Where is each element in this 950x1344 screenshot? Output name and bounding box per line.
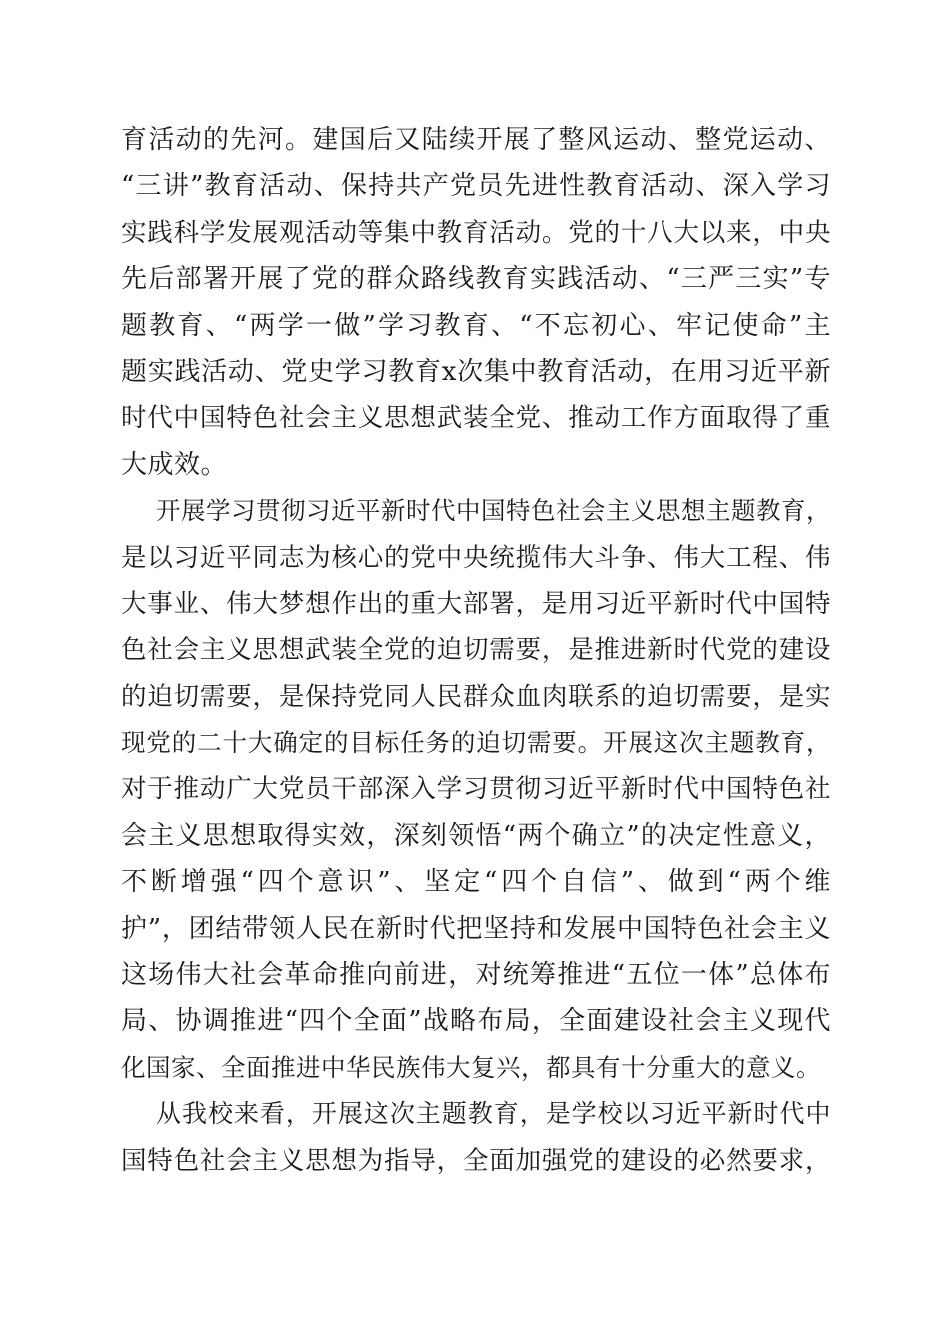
paragraph-start-line: 开展学习贯彻习近平新时代中国特色社会主义思想主题教育， [156, 496, 831, 526]
text-line: 会主义思想取得实效，深刻领悟“两个确立”的决定性意义， [121, 820, 831, 851]
text-line: 大事业、伟大梦想作出的重大部署，是用习近平新时代中国特 [121, 588, 831, 619]
text-line: 局、协调推进“四个全面”战略布局，全面建设社会主义现代 [121, 1006, 831, 1037]
paragraph-start-line: 从我校来看，开展这次主题教育，是学校以习近平新时代中 [156, 1099, 831, 1129]
text-line: 不断增强“四个意识”、坚定“四个自信”、做到“两个维 [121, 867, 831, 898]
body-text [121, 117, 831, 1184]
text-line: 育活动的先河。建国后又陆续开展了整风运动、整党运动、 [121, 125, 831, 155]
text-line: 化国家、全面推进中华民族伟大复兴，都具有十分重大的意义。 [121, 1052, 821, 1082]
text-line: 护”，团结带领人民在新时代把坚持和发展中国特色社会主义 [121, 913, 831, 944]
text-line: “三讲”教育活动、保持共产党员先进性教育活动、深入学习 [121, 171, 831, 202]
text-line: 的迫切需要，是保持党同人民群众血肉联系的迫切需要，是实 [121, 681, 831, 712]
text-line: 时代中国特色社会主义思想武装全党、推动工作方面取得了重 [121, 403, 831, 434]
text-line: 题实践活动、党史学习教育x次集中教育活动，在用习近平新 [121, 356, 831, 387]
text-line: 先后部署开展了党的群众路线教育实践活动、“三严三实”专 [121, 264, 831, 295]
text-line: 大成效。 [121, 449, 228, 480]
text-line: 对于推动广大党员干部深入学习贯彻习近平新时代中国特色社 [121, 774, 831, 805]
text-line: 现党的二十大确定的目标任务的迫切需要。开展这次主题教育， [121, 728, 831, 758]
text-line: 是以习近平同志为核心的党中央统揽伟大斗争、伟大工程、伟 [121, 542, 831, 573]
text-line: 色社会主义思想武装全党的迫切需要，是推进新时代党的建设 [121, 635, 831, 666]
text-line: 实践科学发展观活动等集中教育活动。党的十八大以来，中央 [121, 217, 831, 248]
text-line: 这场伟大社会革命推向前进，对统筹推进“五位一体”总体布 [121, 960, 831, 991]
text-line: 题教育、“两学一做”学习教育、“不忘初心、牢记使命”主 [121, 310, 831, 341]
text-line: 国特色社会主义思想为指导，全面加强党的建设的必然要求， [121, 1145, 831, 1176]
